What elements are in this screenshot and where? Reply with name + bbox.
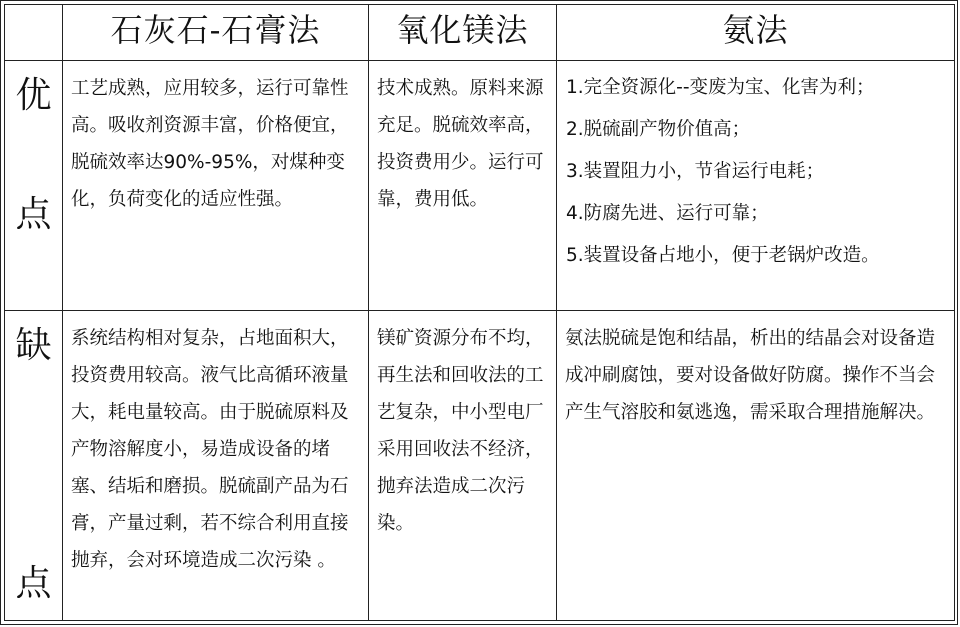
- advantages-label-bottom: 点: [15, 194, 52, 235]
- list-item: 2.脱硫副产物价值高；: [566, 119, 751, 140]
- disadvantages-magnesium-text: 镁矿资源分布不均，再生法和回收法的工艺复杂，中小型电厂采用回收法不经济，抛弃法造成二次污染。: [377, 328, 544, 534]
- advantages-row: [5, 61, 955, 311]
- disadvantages-limestone-text: 系统结构相对复杂，占地面积大，投资费用较高。液气比高循环液量大，耗电量较高。由于脱硫原料及产物溶解度小，易造成设备的堵塞、结垢和磨损。脱硫副产品为石膏，产量过剩，若不综合利用直接抛弃，会对环境造成二次污染 。: [71, 328, 349, 571]
- disadvantages-label-bottom: 点: [15, 563, 52, 604]
- list-item: 5.装置设备占地小，便于老锅炉改造。: [566, 245, 880, 266]
- disadvantages-row: [5, 311, 955, 621]
- disadvantages-label-top: 缺: [15, 325, 52, 366]
- advantages-ammonia-cell: [557, 61, 955, 311]
- advantages-magnesium-cell: [369, 61, 557, 311]
- header-row: [5, 5, 955, 61]
- disadvantages-limestone-cell: [63, 311, 369, 621]
- list-item: 4.防腐先进、运行可靠；: [566, 203, 769, 224]
- header-empty-cell: [5, 5, 63, 61]
- header-limestone-gypsum: 石灰石-石膏法: [63, 5, 369, 61]
- disadvantages-ammonia-cell: [557, 311, 955, 621]
- advantages-magnesium-text: 技术成熟。原料来源充足。脱硫效率高，投资费用少。运行可靠，费用低。: [377, 78, 544, 210]
- disadvantages-magnesium-cell: [369, 311, 557, 621]
- header-magnesium-oxide: 氧化镁法: [369, 5, 557, 61]
- list-item: 3.装置阻力小，节省运行电耗；: [566, 161, 825, 182]
- advantages-limestone-text: 工艺成熟，应用较多，运行可靠性高。吸收剂资源丰富，价格便宜，脱硫效率达90%-95%，对煤种变化，负荷变化的适应性强。: [71, 78, 349, 210]
- list-item: 1.完全资源化--变废为宝、化害为利；: [566, 77, 875, 98]
- disadvantages-ammonia-text: 氨法脱硫是饱和结晶，析出的结晶会对设备造成冲刷腐蚀，要对设备做好防腐。操作不当会产生气溶胶和氨逃逸，需采取合理措施解决。: [565, 328, 936, 423]
- advantages-limestone-cell: [63, 61, 369, 311]
- advantages-label-cell: [5, 61, 63, 311]
- disadvantages-label-cell: [5, 311, 63, 621]
- comparison-table: [4, 4, 955, 621]
- advantages-label-top: 优: [15, 75, 52, 116]
- header-ammonia: 氨法: [557, 5, 955, 61]
- advantages-ammonia-list: [557, 61, 954, 277]
